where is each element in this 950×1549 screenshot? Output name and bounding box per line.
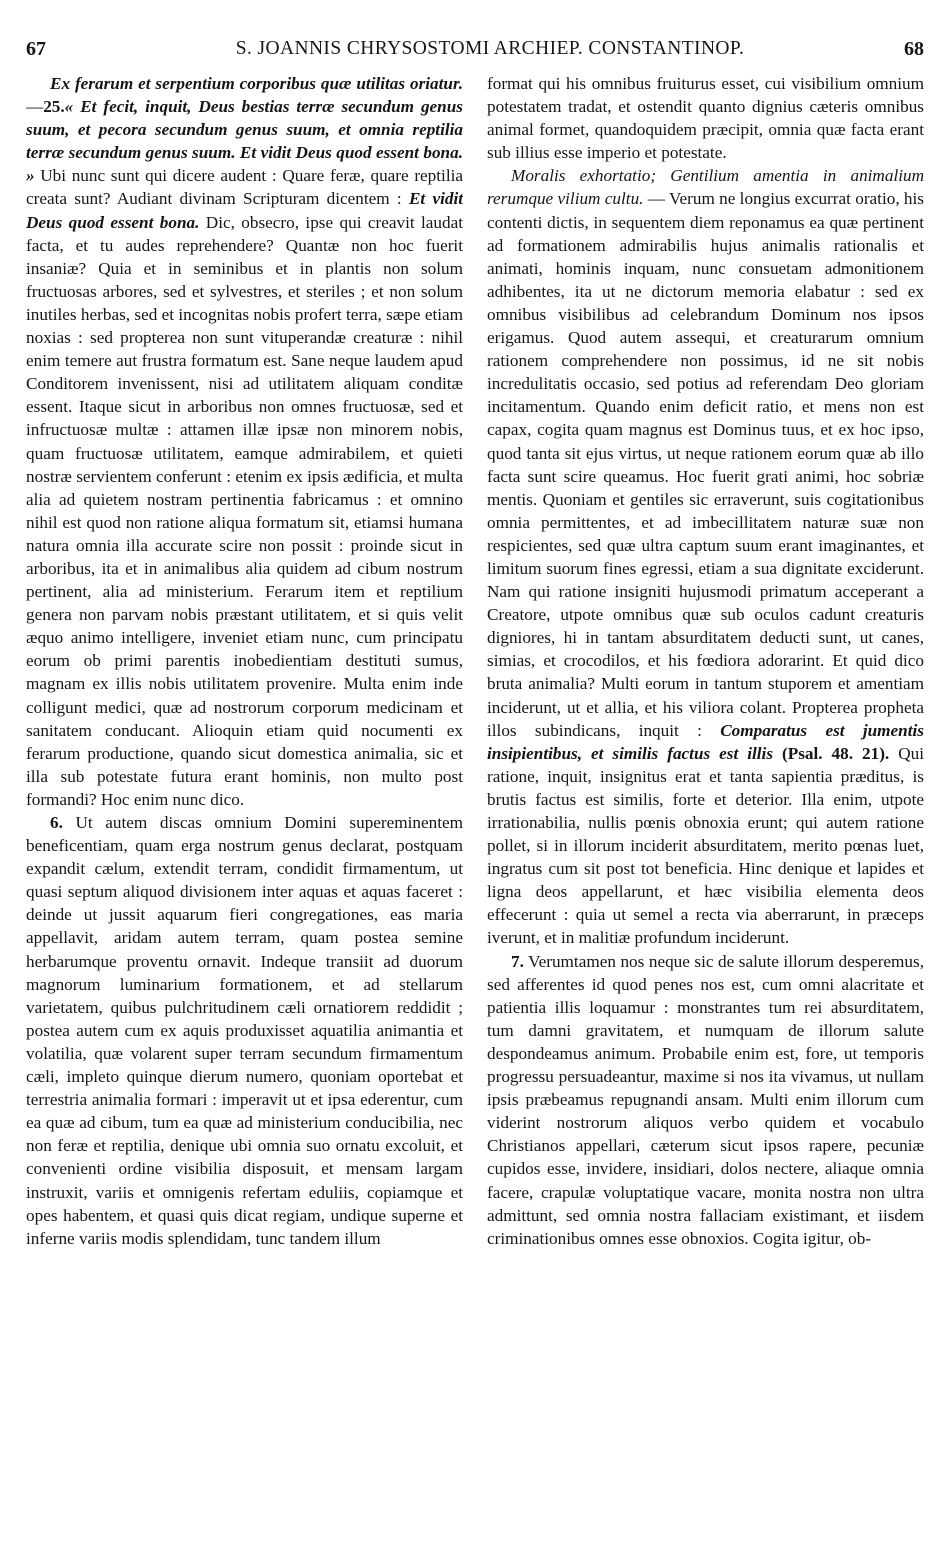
- running-header: [26, 36, 924, 62]
- page-number-right: 68: [904, 38, 924, 60]
- paragraph-text: Ubi nunc sunt qui dicere audent : Quare feræ, quare reptilia creata sunt? Audiant divinam Scripturam dicentem :: [26, 166, 463, 209]
- section-subtitle: Ex ferarum et serpentium corporibus quæ utilitas oriatur.: [50, 74, 463, 93]
- scripture-reference: (Psal. 48. 21).: [773, 743, 890, 763]
- paragraph-exhortatio: [487, 164, 924, 949]
- section-number: 7.: [511, 951, 524, 971]
- dash: —: [26, 97, 44, 117]
- paragraph-6: [26, 811, 463, 1250]
- paragraph-5: [26, 72, 463, 811]
- right-column: [487, 72, 924, 1512]
- page-number-left: 67: [26, 38, 46, 60]
- paragraph-text: Qui ratione, inquit, insignitus erat et tanta sapientia præditus, is brutis factus est similis, forte et deterior. Illa enim, utpote irrationabilia, nullis pœnis obnoxia erunt; qui autem ratione pollet, si in illorum inciderit absurditatem, merito pœnas luet, ingratus cum sit post tot beneficia. Hinc denique et lapides et ligna deos appellarunt, et hæc visibilia elementa deos effecerunt : quia ut semel a recta via aberrarunt, in præceps iverunt, et in malitiæ profundum inciderunt.: [487, 743, 924, 948]
- section-number: 25.: [43, 97, 65, 117]
- left-column: [26, 72, 463, 1512]
- book-page: [26, 36, 924, 1526]
- paragraph-text: Dic, obsecro, ipse qui creavit laudat facta, et tu audes reprehendere? Quantæ non hoc fuerit insaniæ? Quia et in seminibus et in plantis non solum fructuosas arbores, sed et sylvestres, et steriles ; et non solum inutiles herbas, sed et incognitas nobis profert terra, sæpe etiam noxias : sed propterea non sunt vituperandæ creaturæ : nihil enim temere aut frustra formatum est. Sane neque laudem apud Conditorem invenissent, nisi ad utilitatem aliquam conditæ essent. Itaque sicut in arboribus non omnes fructuosæ, sed et infructuosæ multæ : attamen illæ ipsæ non minorem nobis, quam fructuosæ utilitatem, eamque admirabilem, et quieti nostræ servientem conferunt : etenim ex ipsis ædificia, et multa alia ad quietem nostram pertinentia fabricamus : et omnino nihil est quod non ratione aliqua formatum sit, etiamsi humana natura omnia illa accurate scire non possit : proinde sicut in arboribus, ita et in animalibus alia quidem ad cibum nostrum pertinent, alia ad ministerium. Ferarum item et reptilium genera non parvam nobis præstant utilitatem, et si quis velit æquo animo intelligere, inveniet etiam nunc, cum principatu eorum ob primi parentis inobedientiam destituti sumus, magnam ex illis nobis utilitatem provenire. Multa enim inde colligunt medici, quæ ad nostrorum corporum medicinam et sanitatem conducant. Alioquin etiam quid nocumenti ex ferarum productione, quando sicut domestica animalia, sic et illa sub potestate futura erant hominis, non multo post formandi? Hoc enim nunc dico.: [26, 212, 463, 809]
- section-subtitle: Moralis exhortatio; Gentilium amentia in animalium rerumque vilium cultu.: [487, 166, 924, 209]
- paragraph-continued: [487, 72, 924, 164]
- scripture-quote: Et vidit Deus quod essent bona.: [26, 189, 463, 232]
- paragraph-text: — Verum ne longius excurrat oratio, his contenti dictis, in sequentem diem reponamus ea quæ pertinent ad formationem admirabilis hujus animalis rationalis et animati, hominis inquam, nunc consuetam admonitionem adhibentes, ita ut ne dictorum memoria elabatur : sed ex omnibus visibilibus ad celebrandum Dominum nos ipsos erigamus. Quod autem assequi, et creaturarum omnium rationem comprehendere non possimus, id ne sit nobis incredulitatis occasio, sed potius ad referendam Deo gloriam incitamentum. Quando enim deficit ratio, et mens non est capax, cogita quam magnus est Dominus tuus, et ex hoc ipso, quod tanta sit ejus virtus, ut neque rationem eorum quæ ab illo facta sunt scire queamus. Hoc fuerit grati animi, hoc sobriæ mentis. Quoniam et gentiles sic erraverunt, suis cogitationibus omnia permittentes, et ad imbecillitatem naturæ suæ non respicientes, sed quæ ultra captum suum erant imaginantes, et limitum suorum fines egressi, etiam a sua dignitate exciderunt. Nam qui ratione insigniti hujusmodi primatum acceperant a Creatore, utpote omnibus quæ sub oculos cadunt creaturis digniores, hi in tantam absurditatem deducti sunt, ut canes, simias, et crocodilos, et his fœdiora adorarint. Et quid dico bruta animalia? Multi eorum in tantum stuporem et amentiam inciderunt, ut et allia, et his viliora colant. Propterea propheta illos subindicans, inquit :: [487, 189, 924, 740]
- scripture-quote: « Et fecit, inquit, Deus bestias terræ secundum genus suum, et pecora secundum genus suum, et omnia reptilia terræ secundum genus suum. Et vidit Deus quod essent bona. »: [26, 97, 463, 186]
- paragraph-text: Verumtamen nos neque sic de salute illorum desperemus, sed afferentes id quod penes nos est, cum omni alacritate et patientia illis loquamur : monstrantes tum rei absurditatem, tum damni gravitatem, et numquam de illorum salute despondeamus animum. Probabile enim est, fore, ut temporis progressu persuadeantur, maxime si nos ita vivamus, ut nullam ipsis præbeamus repugnandi ansam. Multi enim illorum cum viderint nostrorum aliquos verbo quidem et vocabulo Christianos appellari, cæterum sicut ipsos rapere, pecuniæ cupidos esse, invidere, insidiari, dolos nectere, aliaque omnia facere, crapulæ voluptatique vacare, monita nostra non ultra admittunt, sed omnia nostra fallaciam existimant, et iisdem criminationibus omnes esse obnoxios. Cogita igitur, ob-: [487, 951, 924, 1248]
- paragraph-7: [487, 950, 924, 1250]
- paragraph-text: Ut autem discas omnium Domini supereminentem beneficentiam, quam erga nostrum genus declarat, postquam expandit cælum, extendit terram, condidit firmamentum, ut quasi septum aliquod divisionem inter aquas et aquas faceret : deinde ut jussit aquarum fieri congregationes, eas maria appellavit, aridam autem terram, quam postea semine herbarumque proventu ornavit. Indeque transiit ad duorum magnorum luminarium formationem, et ad stellarum varietatem, quibus pulchritudinem cæli ornatiorem reddidit ; postea autem cum ex aquis produxisset aquatilia animantia et volatilia, quæ volarent super terram secundum firmamentum cæli, impleto quinque dierum numero, quoniam oportebat et terrestria animalia formari : imperavit ut et ipsa ederentur, cum ea quæ ad cibum, tum ea quæ ad ministerium conducibilia, nec non feræ et reptilia, denique ubi omnia suo ornatu excoluit, et convenienti ordine visibilia disposuit, et mensam largam instruxit, variis et omnigenis refertam eduliis, copiamque et opes habentem, et quasi quis dicat regiam, undique superne et inferne variis modis splendidam, tunc tandem illum: [26, 813, 463, 1248]
- paragraph-text: format qui his omnibus fruiturus esset, cui visibilium omnium potestatem tradat, et ostendit quanto dignius cæteris omnibus animal formet, quandoquidem præcipit, omnia quæ facta erant sub illius esse imperio et potestate.: [487, 74, 924, 163]
- section-number: 6.: [50, 813, 63, 832]
- scripture-quote: Comparatus est jumentis insipientibus, et similis factus est illis: [487, 720, 924, 763]
- running-title: S. JOANNIS CHRYSOSTOMI ARCHIEP. CONSTANTINOP.: [235, 38, 745, 59]
